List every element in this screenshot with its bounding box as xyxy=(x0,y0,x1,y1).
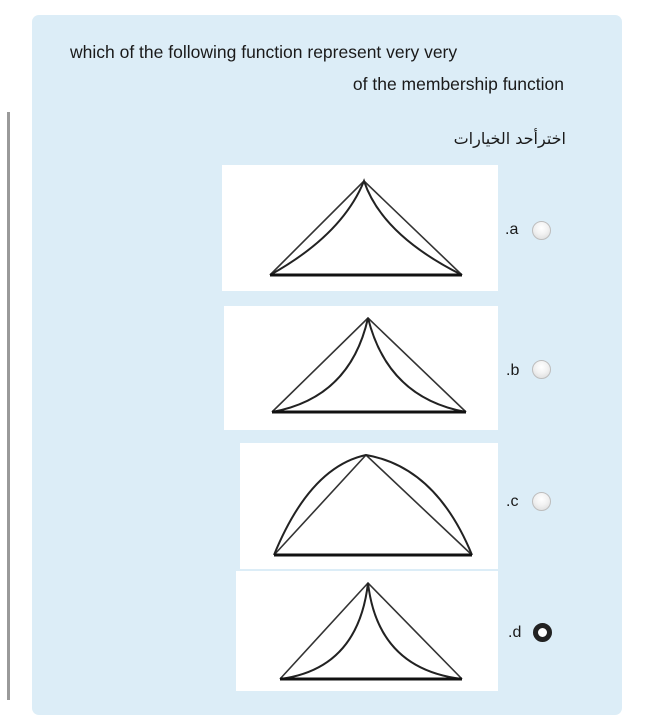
option-d-image xyxy=(236,571,498,691)
triangle-curve-icon xyxy=(236,571,498,691)
option-a-image xyxy=(222,165,498,291)
question-line-2: of the membership function xyxy=(352,74,564,94)
option-b-radio[interactable] xyxy=(532,360,551,379)
scroll-edge-bar xyxy=(7,112,10,700)
option-c-label: .c xyxy=(506,493,519,510)
option-d-radio[interactable] xyxy=(533,623,552,642)
option-b-image xyxy=(224,306,498,430)
question-text xyxy=(32,36,564,100)
instruction-text: اخترأحد الخيارات xyxy=(453,129,566,148)
question-panel xyxy=(32,15,622,715)
option-a-radio[interactable] xyxy=(532,221,551,240)
option-d-label: .d xyxy=(508,624,522,641)
question-line-1: which of the following function represent very very xyxy=(70,42,458,62)
option-c-image xyxy=(240,443,498,569)
triangle-curve-icon xyxy=(240,443,498,569)
triangle-curve-icon xyxy=(224,306,498,430)
option-b-label: .b xyxy=(506,362,520,379)
triangle-curve-icon xyxy=(222,165,498,291)
option-c-radio[interactable] xyxy=(532,492,551,511)
option-a-label: .a xyxy=(505,221,519,238)
